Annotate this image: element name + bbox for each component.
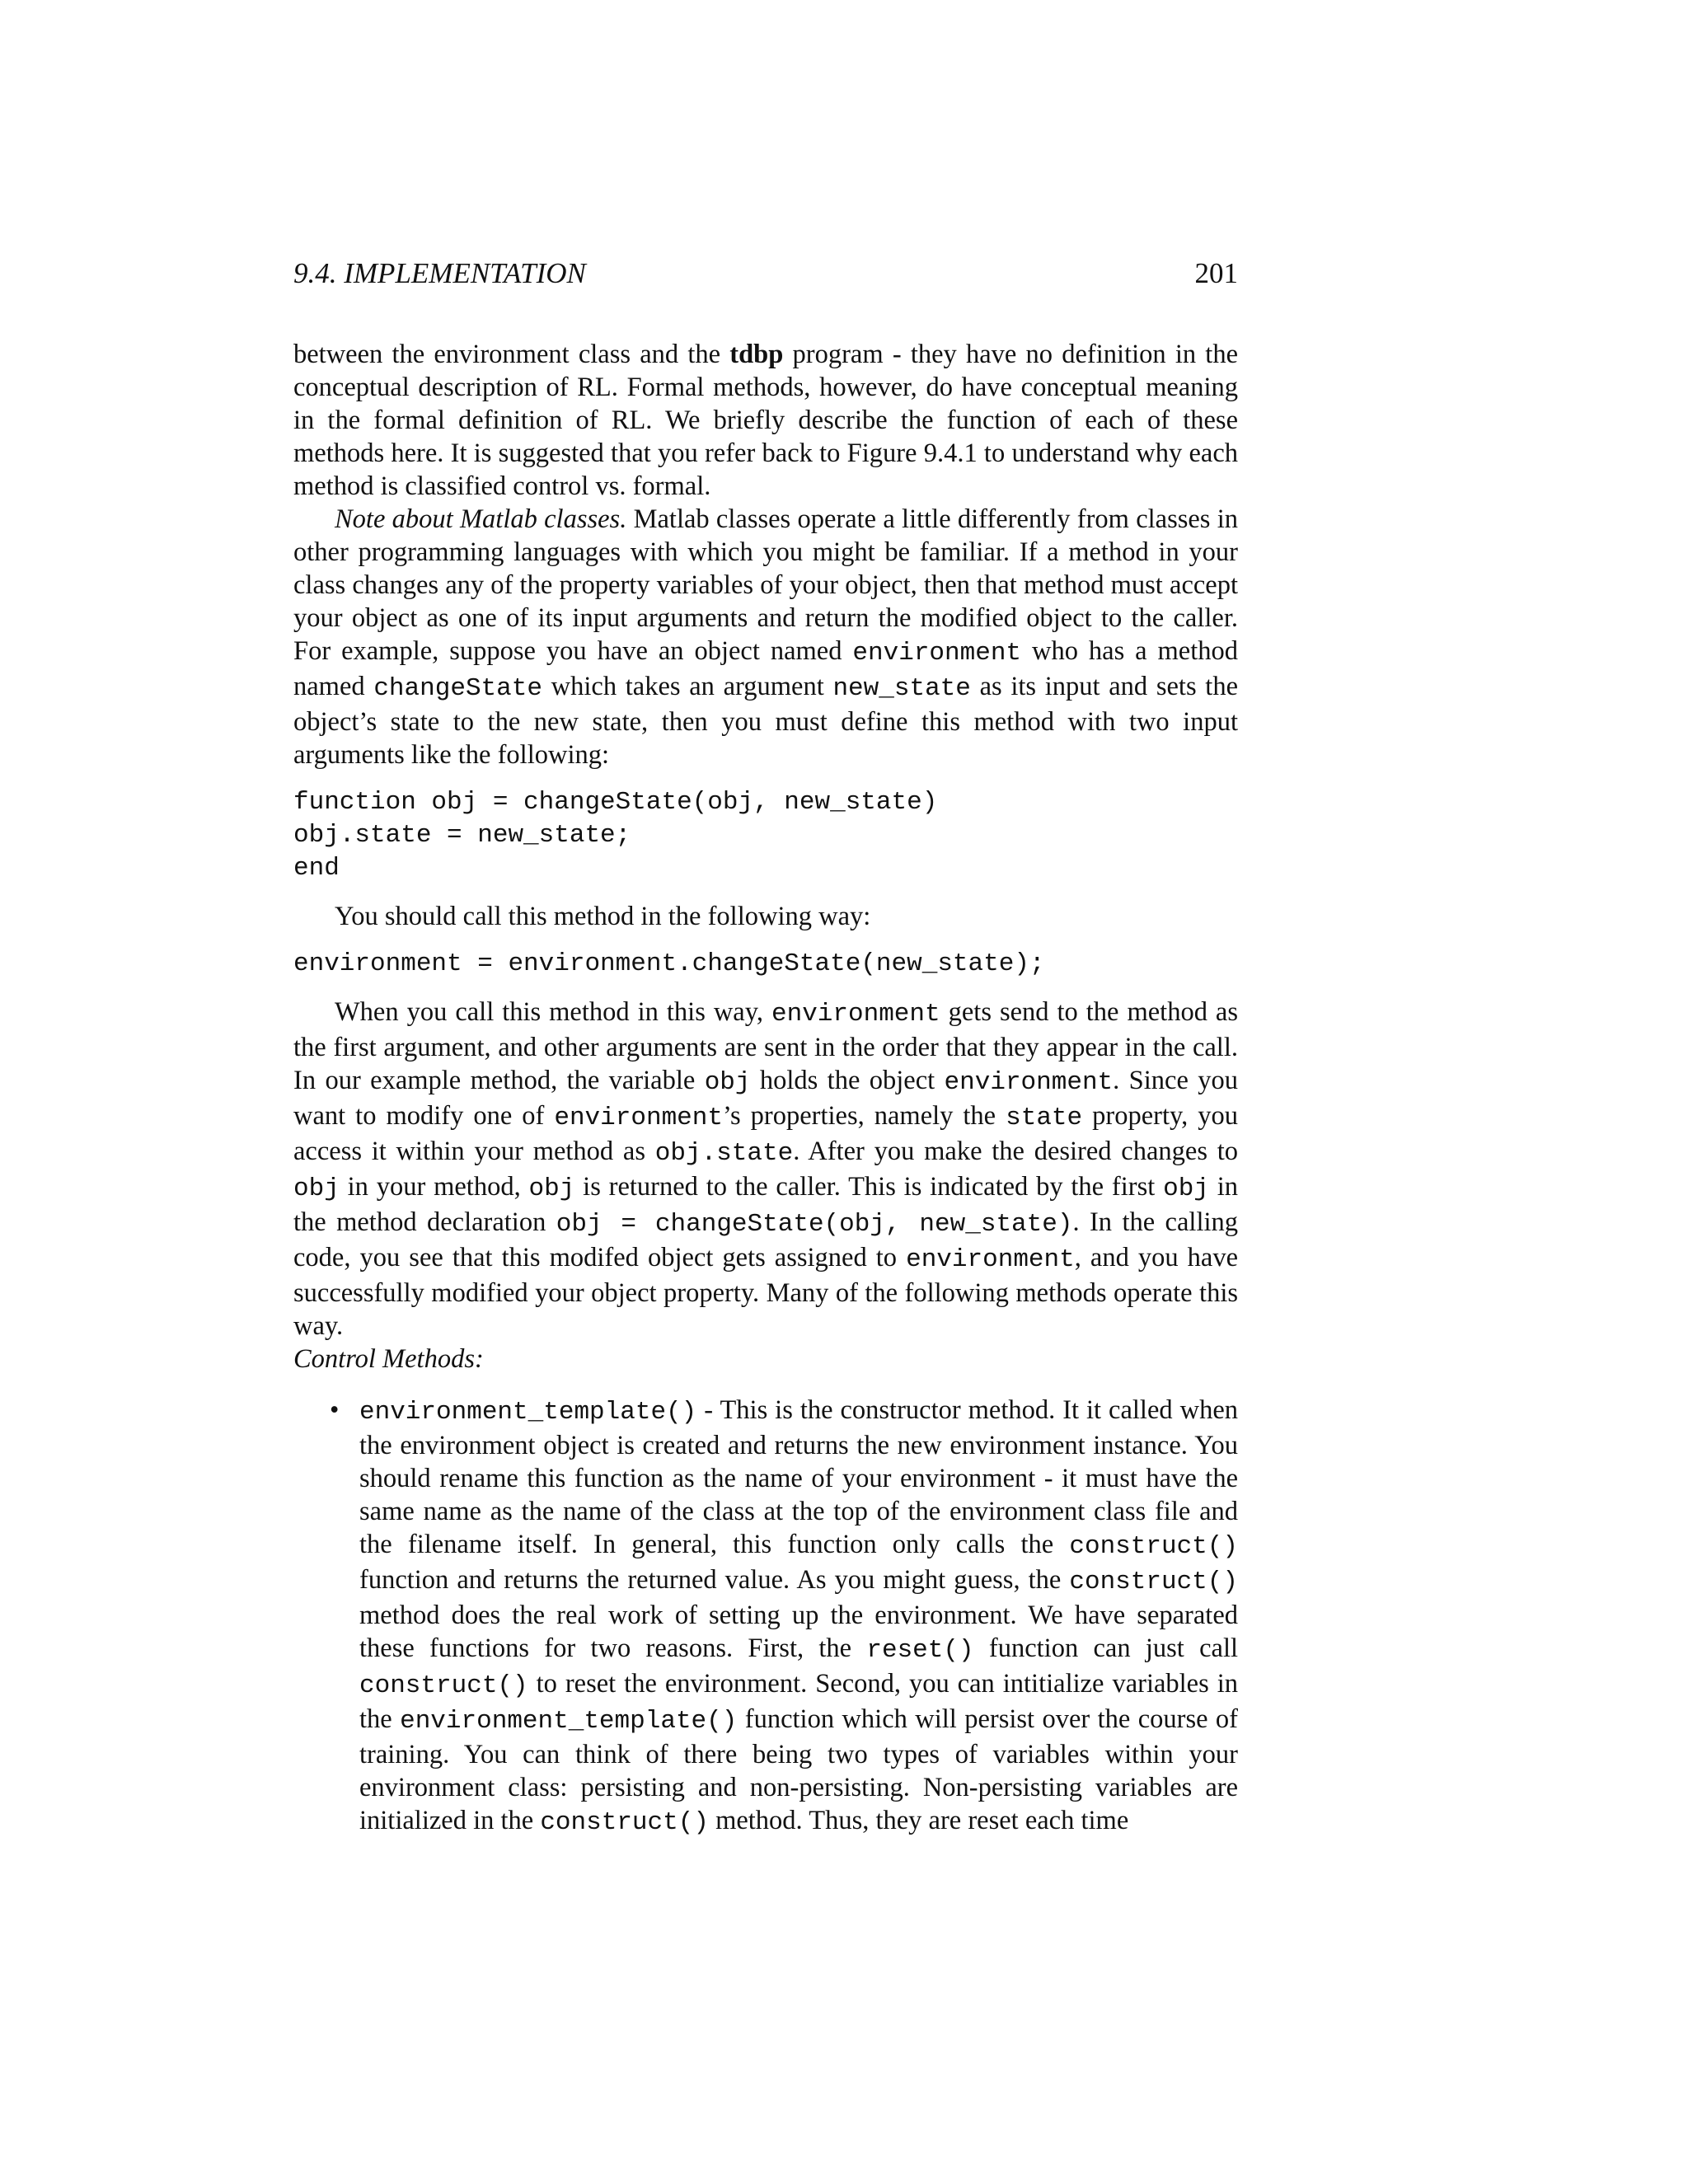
control-methods-list bbox=[293, 1394, 1238, 1840]
paragraph-2: Note about Matlab classes. Matlab classes operate a little differently from classes in other programming languages with which you might be familiar. If a method in your class changes any of the property variables of your object, then that method must accept your object as one of its input arguments and return the modified object to the caller. For example, suppose you have an object named environment who has a method named changeState which takes an argument new_state as its input and sets the object’s state to the new state, then you must define this method with two input arguments like the following: bbox=[293, 504, 1239, 770]
body-text bbox=[293, 338, 1238, 1840]
running-header bbox=[293, 257, 1238, 290]
section-title: 9.4. IMPLEMENTATION bbox=[293, 257, 586, 289]
list-item: • environment_template() - This is the constructor method. It it called when the environment object is created and returns the new environment instance. You should rename this function as the name of your environment - it must have the same name as the name of the class at the top of the environment class file and the filename itself. In general, this function only calls the construct() function and returns the returned value. As you might guess, the construct() method does the real work of setting up the environment. We have separated these functions for two reasons. First, the reset() function can just call construct() to reset the environment. Second, you can intitialize variables in the environment_template() function which will persist over the course of training. You can think of there being two types of variables within your environment class: persisting and non-persisting. Non-persisting variables are initialized in the construct() method. Thus, they are reset each time bbox=[330, 1395, 1239, 1837]
paragraph-1: between the environment class and the tdbp program - they have no definition in the conceptual description of RL. Formal methods, however, do have conceptual meaning in the formal definition of RL. We briefly describe the function of each of these methods here. It is suggested that you refer back to Figure 9.4.1 to understand why each method is classified control vs. formal. bbox=[293, 340, 1239, 501]
paragraph-lead: Note about Matlab classes. bbox=[335, 504, 627, 534]
code-block-definition: function obj = changeState(obj, new_state) obj.state = new_state; end bbox=[293, 788, 938, 883]
control-methods-heading: Control Methods: bbox=[293, 1344, 484, 1374]
page-number: 201 bbox=[1194, 257, 1238, 289]
code-block-call: environment = environment.changeState(new_state); bbox=[293, 949, 1045, 978]
paragraph-4: When you call this method in this way, environment gets send to the method as the first argument, and other arguments are sent in the order that they appear in the call. In our example method, the variable obj holds the object environment. Since you want to modify one of environment’s properties, namely the state property, you access it within your method as obj.state. After you make the desired changes to obj in your method, obj is returned to the caller. This is indicated by the first obj in the method declaration obj = changeState(obj, new_state). In the calling code, you see that this modifed object gets assigned to environment, and you have successfully modified your object property. Many of the following methods operate this way. bbox=[293, 997, 1239, 1341]
program-name: tdbp bbox=[729, 340, 784, 369]
paragraph-3: You should call this method in the following way: bbox=[335, 902, 871, 931]
bullet-icon: • bbox=[330, 1395, 340, 1425]
